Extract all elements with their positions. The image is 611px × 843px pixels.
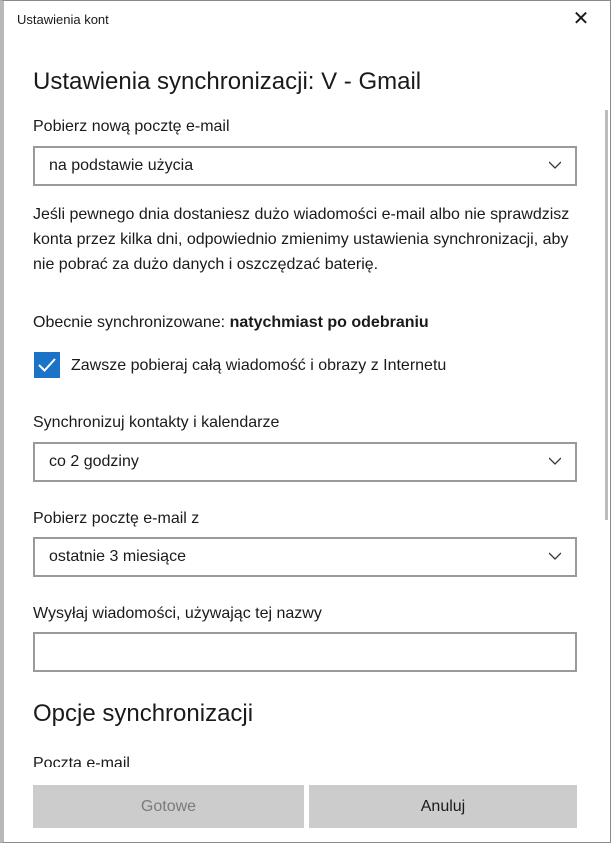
page-title: Ustawienia synchronizacji: V - Gmail <box>33 68 422 95</box>
current-sync-label: Obecnie synchronizowane: <box>33 314 230 331</box>
sync-contacts-select[interactable] <box>33 442 577 482</box>
download-new-label: Pobierz nową pocztę e-mail <box>33 118 230 135</box>
download-from-value: ostatnie 3 miesiące <box>49 548 186 565</box>
download-from-select[interactable] <box>33 537 577 577</box>
checkmark-icon <box>34 352 60 378</box>
send-name-input[interactable] <box>33 632 577 672</box>
send-name-label: Wysyłaj wiadomości, używając tej nazwy <box>33 605 322 622</box>
sync-description: Jeśli pewnego dnia dostaniesz dużo wiadomości e-mail albo nie sprawdzisz konta przez kilka dni, odpowiednio zmienimy ustawienia synchronizacji, aby nie pobrać za dużo danych i oszczędzać baterię. <box>33 206 570 273</box>
chevron-down-icon <box>549 550 561 562</box>
scrollbar[interactable] <box>605 110 608 520</box>
always-download-checkbox[interactable] <box>34 352 60 378</box>
download-new-select[interactable] <box>33 146 577 186</box>
cancel-button[interactable]: Anuluj <box>309 785 577 828</box>
window-title: Ustawienia kont <box>17 12 109 27</box>
download-from-label: Pobierz pocztę e-mail z <box>33 510 200 527</box>
current-sync <box>33 314 429 332</box>
sync-options-heading: Opcje synchronizacji <box>33 700 254 727</box>
sync-contacts-value: co 2 godziny <box>49 453 139 470</box>
sync-contacts-label: Synchronizuj kontakty i kalendarze <box>33 414 280 431</box>
done-button[interactable]: Gotowe <box>33 785 304 828</box>
email-option-label: Poczta e-mail <box>33 755 130 767</box>
current-sync-value: natychmiast po odebraniu <box>229 314 429 331</box>
close-icon[interactable]: ✕ <box>572 8 590 30</box>
chevron-down-icon <box>549 455 561 467</box>
chevron-down-icon <box>549 159 561 171</box>
always-download-label[interactable]: Zawsze pobieraj całą wiadomość i obrazy z Internetu <box>71 357 447 374</box>
download-new-value: na podstawie użycia <box>49 157 194 174</box>
